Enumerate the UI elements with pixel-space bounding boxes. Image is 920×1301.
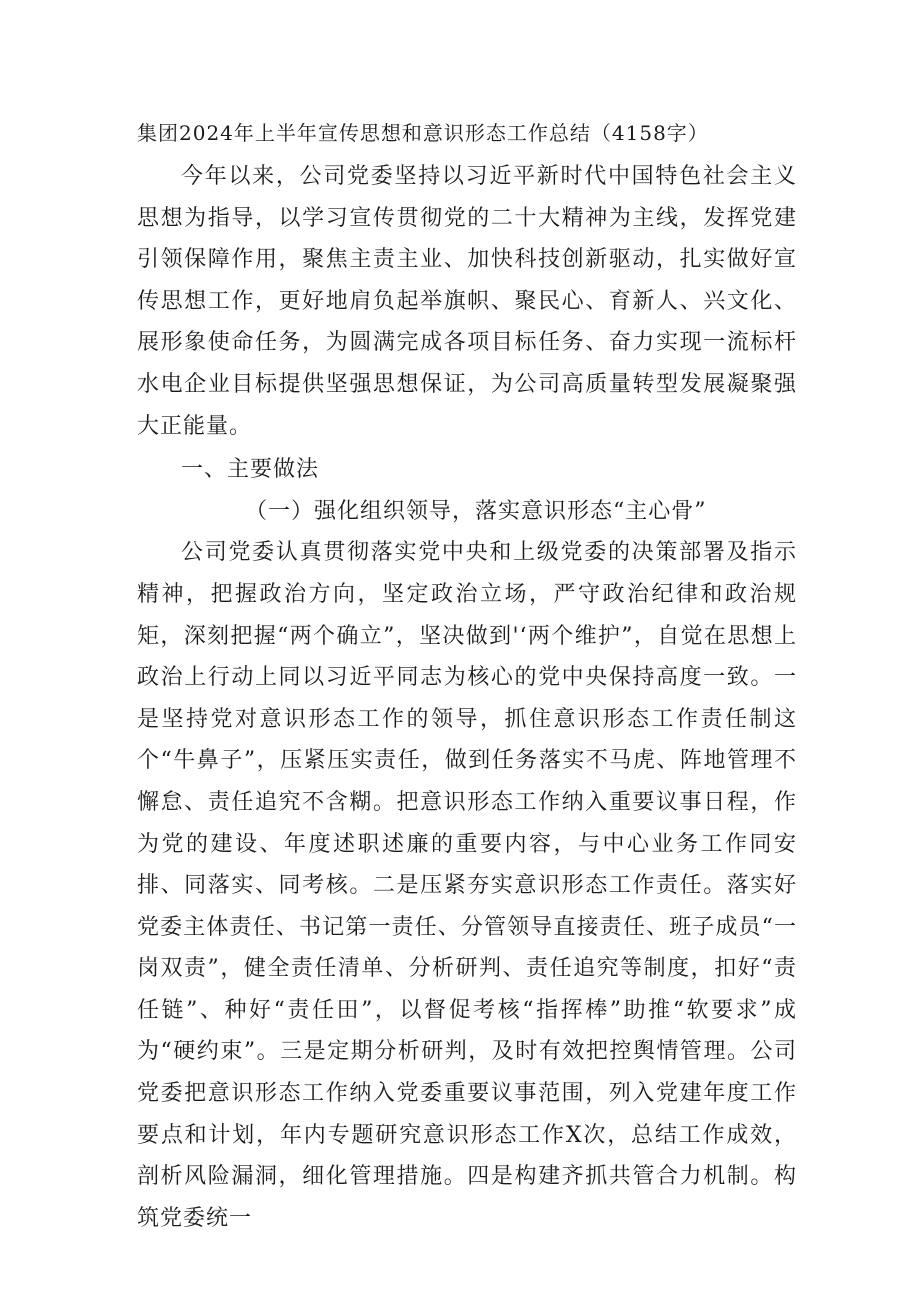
intro-paragraph: 今年以来，公司党委坚持以习近平新时代中国特色社会主义思想为指导，以学习宣传贯彻党的二十大精神为主线，发挥党建引领保障作用，聚焦主责主业、加快科技创新驱动，扎实做好宣传思想工作，更好地肩负起举旗帜、聚民心、育新人、兴文化、展形象使命任务，为圆满完成各项目标任务、奋力实现一流标杆水电企业目标提供坚强思想保证，为公司高质量转型发展凝聚强大正能量。 xyxy=(137,164,797,439)
section-heading: 一、主要做法 xyxy=(181,457,320,483)
body-paragraph: 公司党委认真贯彻落实党中央和上级党委的决策部署及指示精神，把握政治方向，坚定政治立场，严守政治纪律和政治规矩，深刻把握“两个确立”，坚决做到'‘两个维护”，自觉在思想上政治上行动上同以习近平同志为核心的党中央保持高度一致。一是坚持党对意识形态工作的领导，抓住意识形态工作责任制这个“牛鼻子”，压紧压实责任，做到任务落实不马虎、阵地管理不懈怠、责任追究不含糊。把意识形态工作纳入重要议事日程，作为党的建设、年度述职述廉的重要内容，与中心业务工作同安排、同落实、同考核。二是压紧夯实意识形态工作责任。落实好党委主体责任、书记第一责任、分管领导直接责任、班子成员“一岗双责”，健全责任清单、分析研判、责任追究等制度，扣好“责任链”、种好“责任田”，以督促考核“指挥棒”助推“软要求”成为“硬约束”。三是定期分析研判，及时有效把控舆情管理。公司党委把意识形态工作纳入党委重要议事范围，列入党建年度工作要点和计划，年内专题研究意识形态工作X次，总结工作成效，剖析风险漏洞，细化管理措施。四是构建齐抓共管合力机制。构筑党委统一 xyxy=(137,540,797,1231)
document-title: 集团2024年上半年宣传思想和意识形态工作总结（4158字） xyxy=(137,121,709,145)
subsection-heading: （一）强化组织领导，落实意识形态“主心骨” xyxy=(245,498,707,524)
document-body xyxy=(137,118,797,1239)
